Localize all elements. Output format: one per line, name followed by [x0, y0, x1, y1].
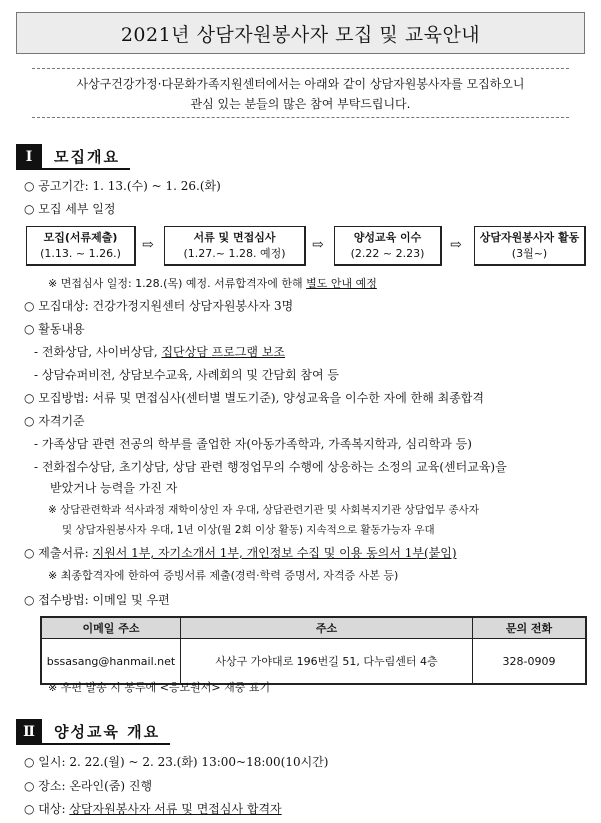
criteria-item-2a: - 전화접수상담, 초기상담, 상담 관련 행정업무의 수행에 상응하는 소정의 교육(센터교육)을 — [34, 460, 507, 474]
table-row — [41, 639, 586, 685]
flow-step-4-title: 상담자원봉사자 활동 — [479, 231, 580, 244]
edu-target-label: ○ 대상: — [24, 802, 70, 816]
schedule-label: ○ 모집 세부 일정 — [24, 202, 116, 216]
intro-line-2: 관심 있는 분들의 많은 참여 부탁드립니다. — [190, 97, 411, 111]
section-1-header — [16, 144, 130, 170]
flow-step-3 — [334, 226, 442, 266]
interview-note-text: ※ 면접심사 일정: 1.28.(목) 예정. 서류합격자에 한해 — [48, 277, 307, 290]
submit-docs-label: ○ 제출서류: — [24, 546, 93, 560]
section-1-title: 모집개요 — [42, 144, 130, 170]
criteria-item-1: - 가족상담 관련 전공의 학부를 졸업한 자(아동가족학과, 가족복지학과, 심리학과 등) — [34, 437, 472, 451]
criteria-item-2b: 받았거나 능력을 가진 자 — [50, 481, 178, 495]
submit-method: ○ 접수방법: 이메일 및 우편 — [24, 593, 170, 607]
flow-step-2 — [164, 226, 306, 266]
flow-step-3-date: (2.22 ~ 2.23) — [350, 247, 425, 260]
edu-target — [24, 801, 282, 817]
section-2-title: 양성교육 개요 — [42, 719, 170, 745]
activity-label: ○ 활동내용 — [24, 322, 85, 336]
preference-note-2: 및 상담자원봉사자 우대, 1년 이상(월 2회 이상 활동) 지속적으로 활동가능자 우대 — [62, 524, 435, 536]
submit-docs-list: 지원서 1부, 자기소개서 1부, 개인정보 수집 및 이용 동의서 1부(붙임) — [92, 546, 457, 560]
table-header-row — [41, 617, 586, 639]
docs-note: ※ 최종합격자에 한하여 증빙서류 제출(경력·학력 증명서, 자격증 사본 등) — [48, 569, 399, 582]
recruit-method: ○ 모집방법: 서류 및 면접심사(센터별 별도기준), 양성교육을 이수한 자에 한해 최종합격 — [24, 391, 484, 405]
criteria-label: ○ 자격기준 — [24, 414, 85, 428]
page-title: 2021년 상담자원봉사자 모집 및 교육안내 — [120, 23, 481, 46]
section-2-header — [16, 719, 170, 745]
preference-note-1: ※ 상담관련학과 석사과정 재학이상인 자 우대, 상담관련기관 및 사회복지기관 상담업무 종사자 — [48, 504, 479, 516]
activity-item-2: - 상담슈퍼비전, 상담보수교육, 사례회의 및 간담회 참여 등 — [34, 368, 340, 382]
section-2-number: Ⅱ — [16, 719, 42, 745]
mail-note: ※ 우편 발송 시 봉투에 <응모원서> 재중 표기 — [48, 681, 271, 694]
cell-phone: 328-0909 — [473, 639, 587, 685]
interview-note — [48, 276, 377, 292]
arrow-icon: ⇨ — [450, 237, 462, 253]
flow-step-4 — [474, 226, 586, 266]
flow-step-1-date: (1.13. ~ 1.26.) — [40, 247, 121, 260]
flow-step-4-date: (3월~) — [511, 247, 548, 260]
edu-target-text: 상담자원봉사자 서류 및 면접심사 합격자 — [69, 802, 282, 816]
header-address: 주소 — [181, 617, 473, 639]
arrow-icon: ⇨ — [142, 237, 154, 253]
activity-item-1-underlined: 집단상담 프로그램 보조 — [161, 345, 286, 359]
cell-email: bssasang@hanmail.net — [41, 639, 181, 685]
edu-date: ○ 일시: 2. 22.(월) ~ 2. 23.(화) 13:00~18:00(10시간) — [24, 755, 329, 769]
notice-period: ○ 공고기간: 1. 13.(수) ~ 1. 26.(화) — [24, 179, 221, 193]
interview-note-underlined: 별도 안내 예정 — [306, 277, 377, 290]
flow-step-2-title: 서류 및 면접심사 — [193, 231, 276, 244]
edu-place: ○ 장소: 온라인(줌) 진행 — [24, 779, 153, 793]
flow-step-3-title: 양성교육 이수 — [353, 231, 422, 244]
activity-item-1 — [34, 344, 285, 360]
title-box — [16, 12, 585, 54]
header-email: 이메일 주소 — [41, 617, 181, 639]
section-1-number: Ⅰ — [16, 144, 42, 170]
contact-table — [40, 616, 587, 685]
schedule-flow — [26, 226, 586, 268]
flow-step-1-title: 모집(서류제출) — [43, 231, 118, 244]
submit-docs — [24, 545, 457, 561]
cell-address: 사상구 가야대로 196번길 51, 다누림센터 4층 — [181, 639, 473, 685]
flow-step-2-date: (1.27.~ 1.28. 예정) — [183, 247, 286, 260]
flow-step-1 — [26, 226, 136, 266]
activity-item-1-text: - 전화상담, 사이버상담, — [34, 345, 162, 359]
arrow-icon: ⇨ — [312, 237, 324, 253]
intro-line-1: 사상구건강가정·다문화가족지원센터에서는 아래와 같이 상담자원봉사자를 모집하오니 — [76, 77, 525, 91]
recruit-target: ○ 모집대상: 건강가정지원센터 상담자원봉사자 3명 — [24, 299, 294, 313]
intro-box — [32, 68, 569, 118]
header-phone: 문의 전화 — [473, 617, 587, 639]
